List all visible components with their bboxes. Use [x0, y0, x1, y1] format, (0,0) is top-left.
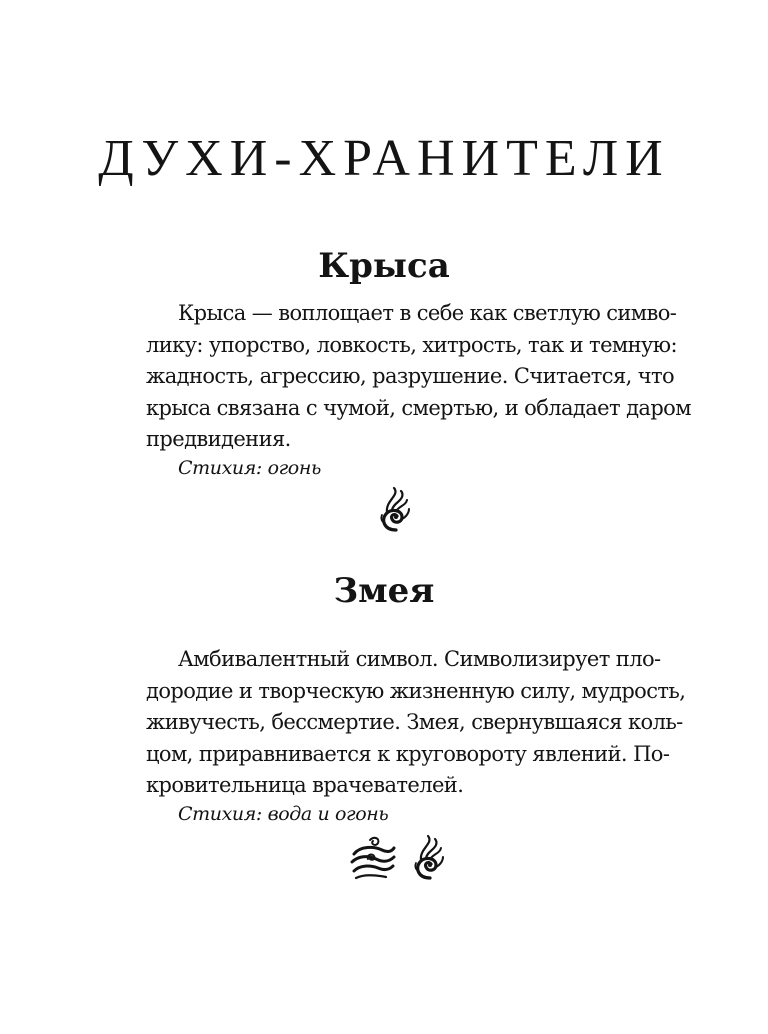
- fire-icon: [378, 486, 414, 534]
- section-title-rat: Крыса: [318, 246, 450, 286]
- fire-icon: [412, 834, 448, 882]
- text-line: Крыса — воплощает в себе как светлую симво-: [178, 301, 677, 325]
- text-line: предвидения.: [146, 427, 291, 451]
- section-title-snake: Змея: [333, 571, 435, 611]
- element-label-rat: Стихия: огонь: [178, 457, 321, 479]
- text-line: лику: упорство, ловкость, хитрость, так и темную:: [146, 332, 677, 357]
- element-label-snake: Стихия: вода и огонь: [178, 803, 389, 825]
- element-symbols-rat: [378, 486, 414, 534]
- text-line: дородие и творческую жизненную силу, мудрость,: [146, 678, 686, 703]
- water-icon: [348, 832, 398, 882]
- text-line: цом, приравнивается к круговороту явлений. По-: [146, 741, 670, 766]
- text-line: Амбивалентный символ. Символизирует пло-: [178, 647, 661, 671]
- text-line: крыса связана с чумой, смертью, и обладает даром: [146, 395, 691, 420]
- text-line: жадность, агрессию, разрушение. Считается, что: [146, 364, 675, 388]
- section-text-snake: [146, 644, 686, 802]
- text-line: кровительница врачевателей.: [146, 773, 464, 797]
- section-text-rat: [146, 298, 691, 456]
- page-title: ДУХИ-ХРАНИТЕЛИ: [98, 130, 670, 187]
- text-line: живучесть, бессмертие. Змея, свернувшаяся коль-: [146, 710, 683, 734]
- element-symbols-snake: [348, 832, 448, 882]
